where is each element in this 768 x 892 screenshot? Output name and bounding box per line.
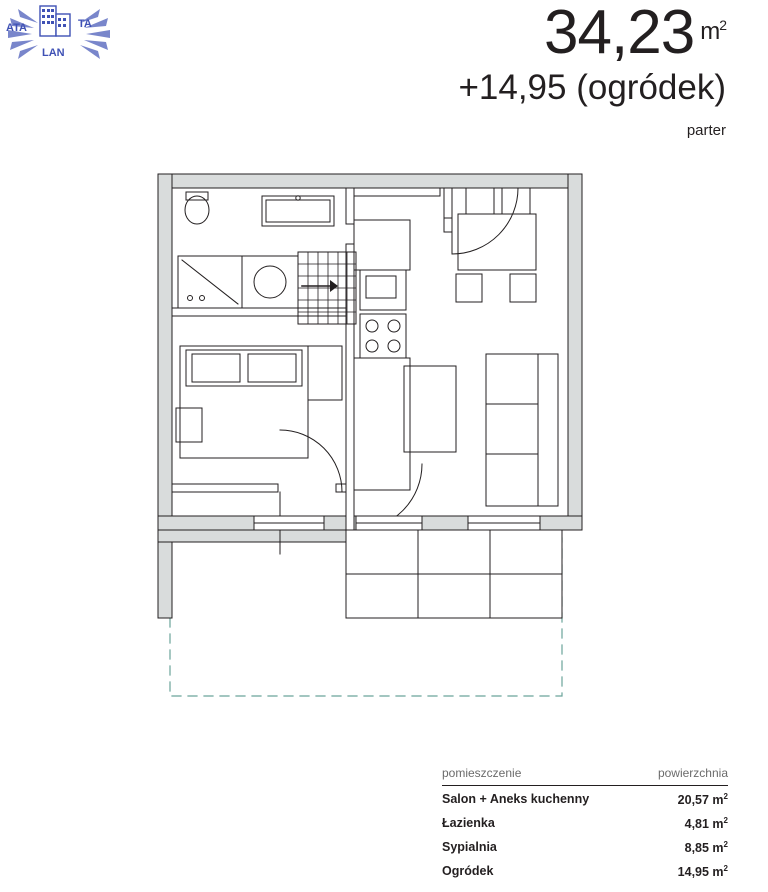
room-name: Ogródek [442,864,494,879]
room-name: Sypialnia [442,840,497,855]
logo-text-right: TA [78,18,92,30]
table-row [442,810,728,834]
room-area: 14,95 $m^2$ [677,864,728,880]
total-area-value: 34,23 [544,0,695,67]
room-area: 8,85 $m^2$ [684,840,728,856]
room-area-table [442,766,728,883]
floor-label: parter [686,122,726,139]
table-row [442,834,728,858]
table-row [442,858,728,882]
bathroom [178,192,338,308]
terrace [346,530,562,618]
table-header-area: powierzchnia [657,766,728,780]
total-area-unit: m2 [700,17,726,45]
table-header-room: pomieszczenie [442,766,522,780]
living-room [404,188,558,506]
garden-area-note: +14,95 (ogródek) [458,68,726,107]
logo-text-left: ATA [6,22,27,34]
table-header-row [442,766,728,786]
table-row [442,786,728,810]
atal-plan-logo [6,4,112,66]
room-area: 4,81 $m^2$ [684,816,728,832]
total-area [306,0,726,66]
windows [254,516,540,530]
header [306,0,726,139]
room-area: 20,57 $m^2$ [677,792,728,808]
logo-text-bottom: LAN [42,47,65,59]
room-name: Łazienka [442,816,495,831]
room-name: Salon + Aneks kuchenny [442,792,590,806]
apartment-floor-plan [150,158,600,718]
bedroom [176,346,342,458]
